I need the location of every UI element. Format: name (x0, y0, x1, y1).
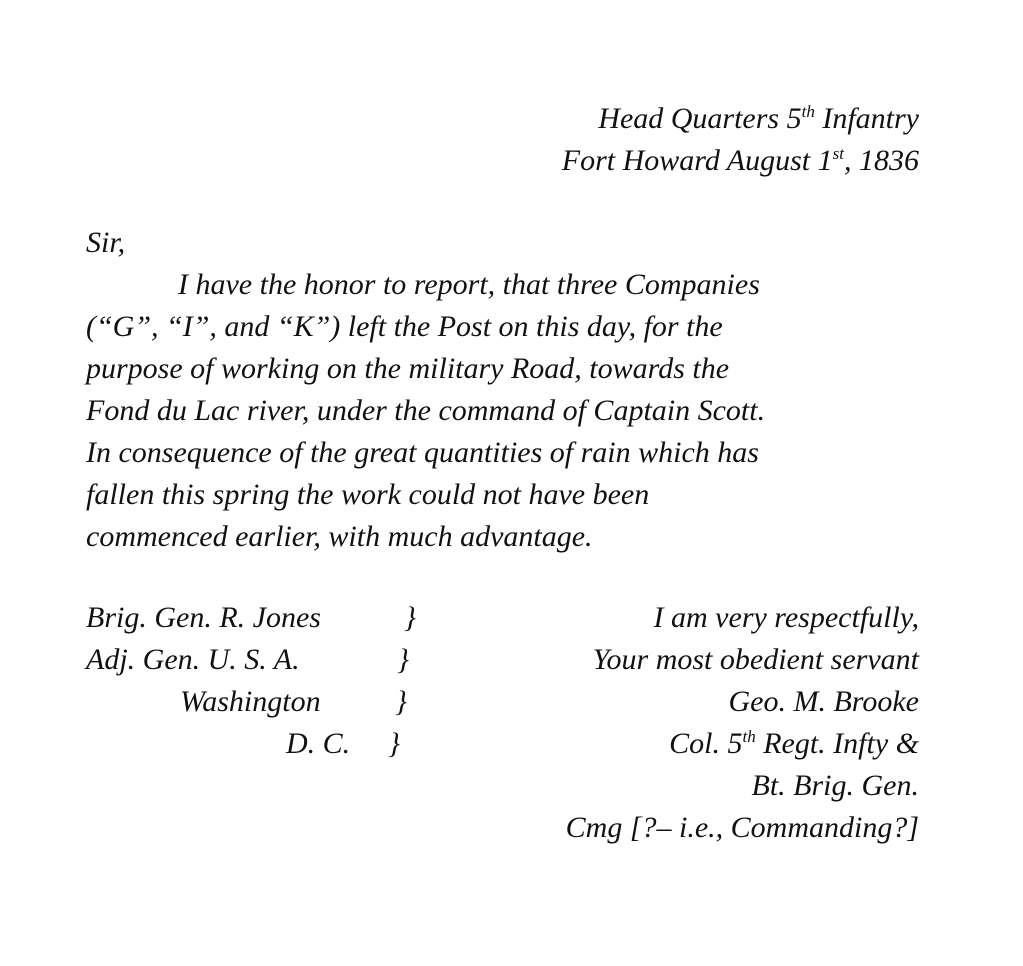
heading-line-2: Fort Howard August 1st, 1836 (561, 144, 919, 177)
addressee-line: Washington (180, 685, 321, 718)
body-line: In consequence of the great quantities of rain which has (86, 436, 759, 469)
letter-heading (562, 98, 919, 182)
closing-line: I am very respectfully, (653, 601, 919, 634)
brace-mark: } (388, 727, 400, 760)
addressee-row (86, 681, 426, 723)
closing-line: Col. 5th Regt. Infty & (669, 727, 919, 760)
heading-line-1: Head Quarters 5th Infantry (598, 102, 919, 135)
body-line: commenced earlier, with much advantage. (86, 520, 593, 553)
closing-line: Bt. Brig. Gen. (751, 769, 919, 802)
body-line: I have the honor to report, that three Companies (178, 268, 760, 301)
addressee-row (86, 723, 426, 765)
salutation: Sir, (86, 226, 126, 259)
addressee-line: Adj. Gen. U. S. A. (86, 643, 300, 676)
addressee-row (86, 597, 426, 639)
signature-name: Geo. M. Brooke (728, 685, 919, 718)
body-line: (“G”, “I”, and “K”) left the Post on this day, for the (86, 310, 723, 343)
closing-block (566, 597, 919, 849)
brace-mark: } (395, 685, 407, 718)
body-line: Fond du Lac river, under the command of Captain Scott. (86, 394, 766, 427)
brace-mark: } (404, 601, 416, 634)
addressee-line: D. C. (286, 727, 351, 760)
addressee-line: Brig. Gen. R. Jones (86, 601, 321, 634)
body-line: purpose of working on the military Road, towards the (86, 352, 730, 385)
closing-line: Your most obedient servant (592, 643, 919, 676)
body-line: fallen this spring the work could not have been (86, 478, 650, 511)
addressee-row (86, 639, 426, 681)
addressee-block (86, 597, 426, 765)
closing-line: Cmg [?– i.e., Commanding?] (565, 811, 919, 844)
brace-mark: } (397, 643, 409, 676)
letter-body (86, 264, 936, 558)
